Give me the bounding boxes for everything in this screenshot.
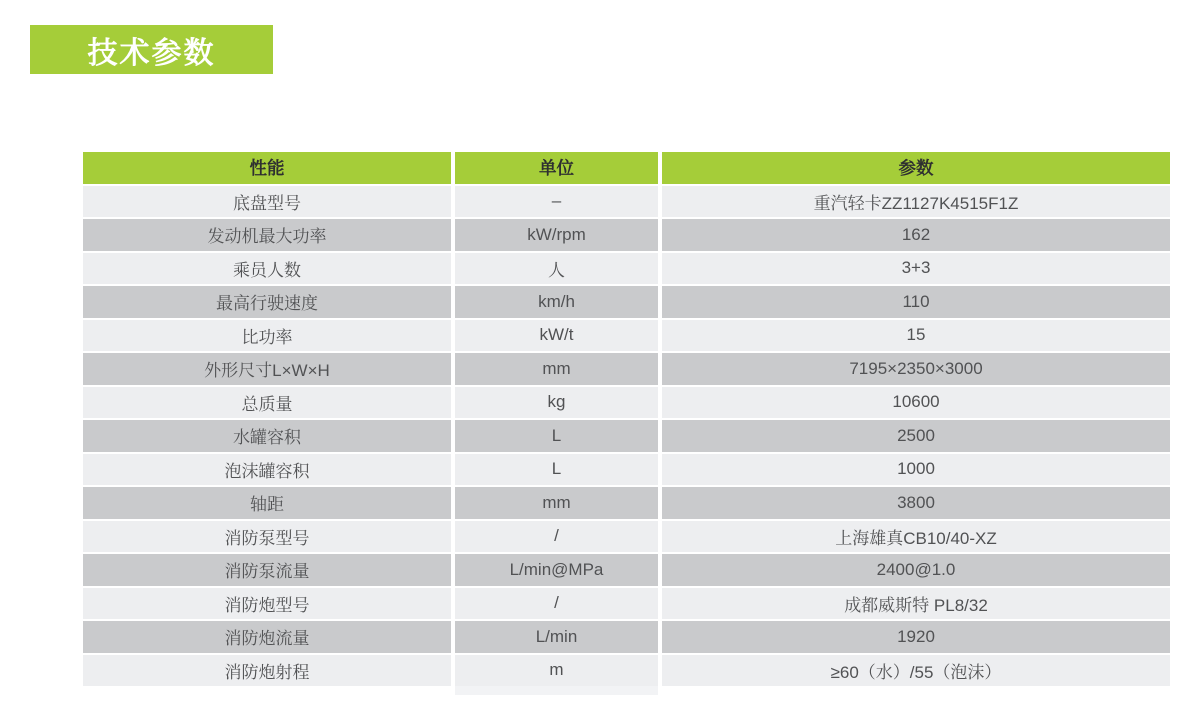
cell-unit-value: mm xyxy=(455,353,658,385)
table-row xyxy=(83,387,1170,419)
cell-unit-value: / xyxy=(455,521,658,553)
table-row xyxy=(83,253,1170,285)
table-row xyxy=(83,286,1170,318)
cell-parameter-value: 2400@1.0 xyxy=(662,554,1170,586)
cell-performance-name: 消防炮流量 xyxy=(83,621,451,653)
table-row xyxy=(83,353,1170,385)
cell-performance-name: 消防炮射程 xyxy=(83,655,451,687)
column-header-unit: 单位 xyxy=(455,152,658,184)
cell-unit-value: L xyxy=(455,420,658,452)
cell-performance-name: 总质量 xyxy=(83,387,451,419)
cell-performance-name: 外形尺寸L×W×H xyxy=(83,353,451,385)
table-row xyxy=(83,655,1170,687)
table-row xyxy=(83,588,1170,620)
table-row xyxy=(83,554,1170,586)
cell-performance-name: 消防泵流量 xyxy=(83,554,451,586)
cell-performance-name: 乘员人数 xyxy=(83,253,451,285)
cell-parameter-value: 重汽轻卡ZZ1127K4515F1Z xyxy=(662,186,1170,218)
page-title-label: 技术参数 xyxy=(87,36,216,70)
cell-unit-value: km/h xyxy=(455,286,658,318)
cell-unit-value: – xyxy=(455,186,658,218)
table-row xyxy=(83,487,1170,519)
cell-unit-value: / xyxy=(455,588,658,620)
cell-unit-value: L/min@MPa xyxy=(455,554,658,586)
cell-parameter-value: 7195×2350×3000 xyxy=(662,353,1170,385)
column-header-performance: 性能 xyxy=(83,152,451,184)
cell-performance-name: 比功率 xyxy=(83,320,451,352)
cell-parameter-value: 15 xyxy=(662,320,1170,352)
cell-parameter-value: 3+3 xyxy=(662,253,1170,285)
table-row xyxy=(83,454,1170,486)
cell-unit-value: kW/rpm xyxy=(455,219,658,251)
cell-performance-name: 底盘型号 xyxy=(83,186,451,218)
cell-unit-value: kg xyxy=(455,387,658,419)
cell-performance-name: 泡沫罐容积 xyxy=(83,454,451,486)
spec-table xyxy=(83,152,1170,688)
cell-parameter-value: 10600 xyxy=(662,387,1170,419)
unit-column-shadow xyxy=(455,686,658,695)
cell-performance-name: 发动机最大功率 xyxy=(83,219,451,251)
cell-parameter-value: 2500 xyxy=(662,420,1170,452)
cell-parameter-value: 上海雄真CB10/40-XZ xyxy=(662,521,1170,553)
cell-parameter-value: 3800 xyxy=(662,487,1170,519)
cell-performance-name: 消防泵型号 xyxy=(83,521,451,553)
cell-performance-name: 最高行驶速度 xyxy=(83,286,451,318)
cell-parameter-value: 162 xyxy=(662,219,1170,251)
cell-performance-name: 水罐容积 xyxy=(83,420,451,452)
table-body xyxy=(83,186,1170,687)
table-header-row xyxy=(83,152,1170,184)
cell-parameter-value: 1920 xyxy=(662,621,1170,653)
cell-unit-value: mm xyxy=(455,487,658,519)
cell-parameter-value: 110 xyxy=(662,286,1170,318)
cell-unit-value: 人 xyxy=(455,253,658,285)
table-row xyxy=(83,521,1170,553)
cell-unit-value: kW/t xyxy=(455,320,658,352)
cell-performance-name: 消防炮型号 xyxy=(83,588,451,620)
cell-parameter-value: 成都威斯特 PL8/32 xyxy=(662,588,1170,620)
cell-unit-value: L/min xyxy=(455,621,658,653)
cell-parameter-value: 1000 xyxy=(662,454,1170,486)
page-title xyxy=(30,25,273,74)
column-header-parameter: 参数 xyxy=(662,152,1170,184)
table-row xyxy=(83,420,1170,452)
table-row xyxy=(83,186,1170,218)
cell-unit-value: L xyxy=(455,454,658,486)
cell-performance-name: 轴距 xyxy=(83,487,451,519)
cell-parameter-value: ≥60（水）/55（泡沫） xyxy=(662,655,1170,687)
table-row xyxy=(83,219,1170,251)
table-row xyxy=(83,621,1170,653)
table-row xyxy=(83,320,1170,352)
cell-unit-value: m xyxy=(455,655,658,687)
